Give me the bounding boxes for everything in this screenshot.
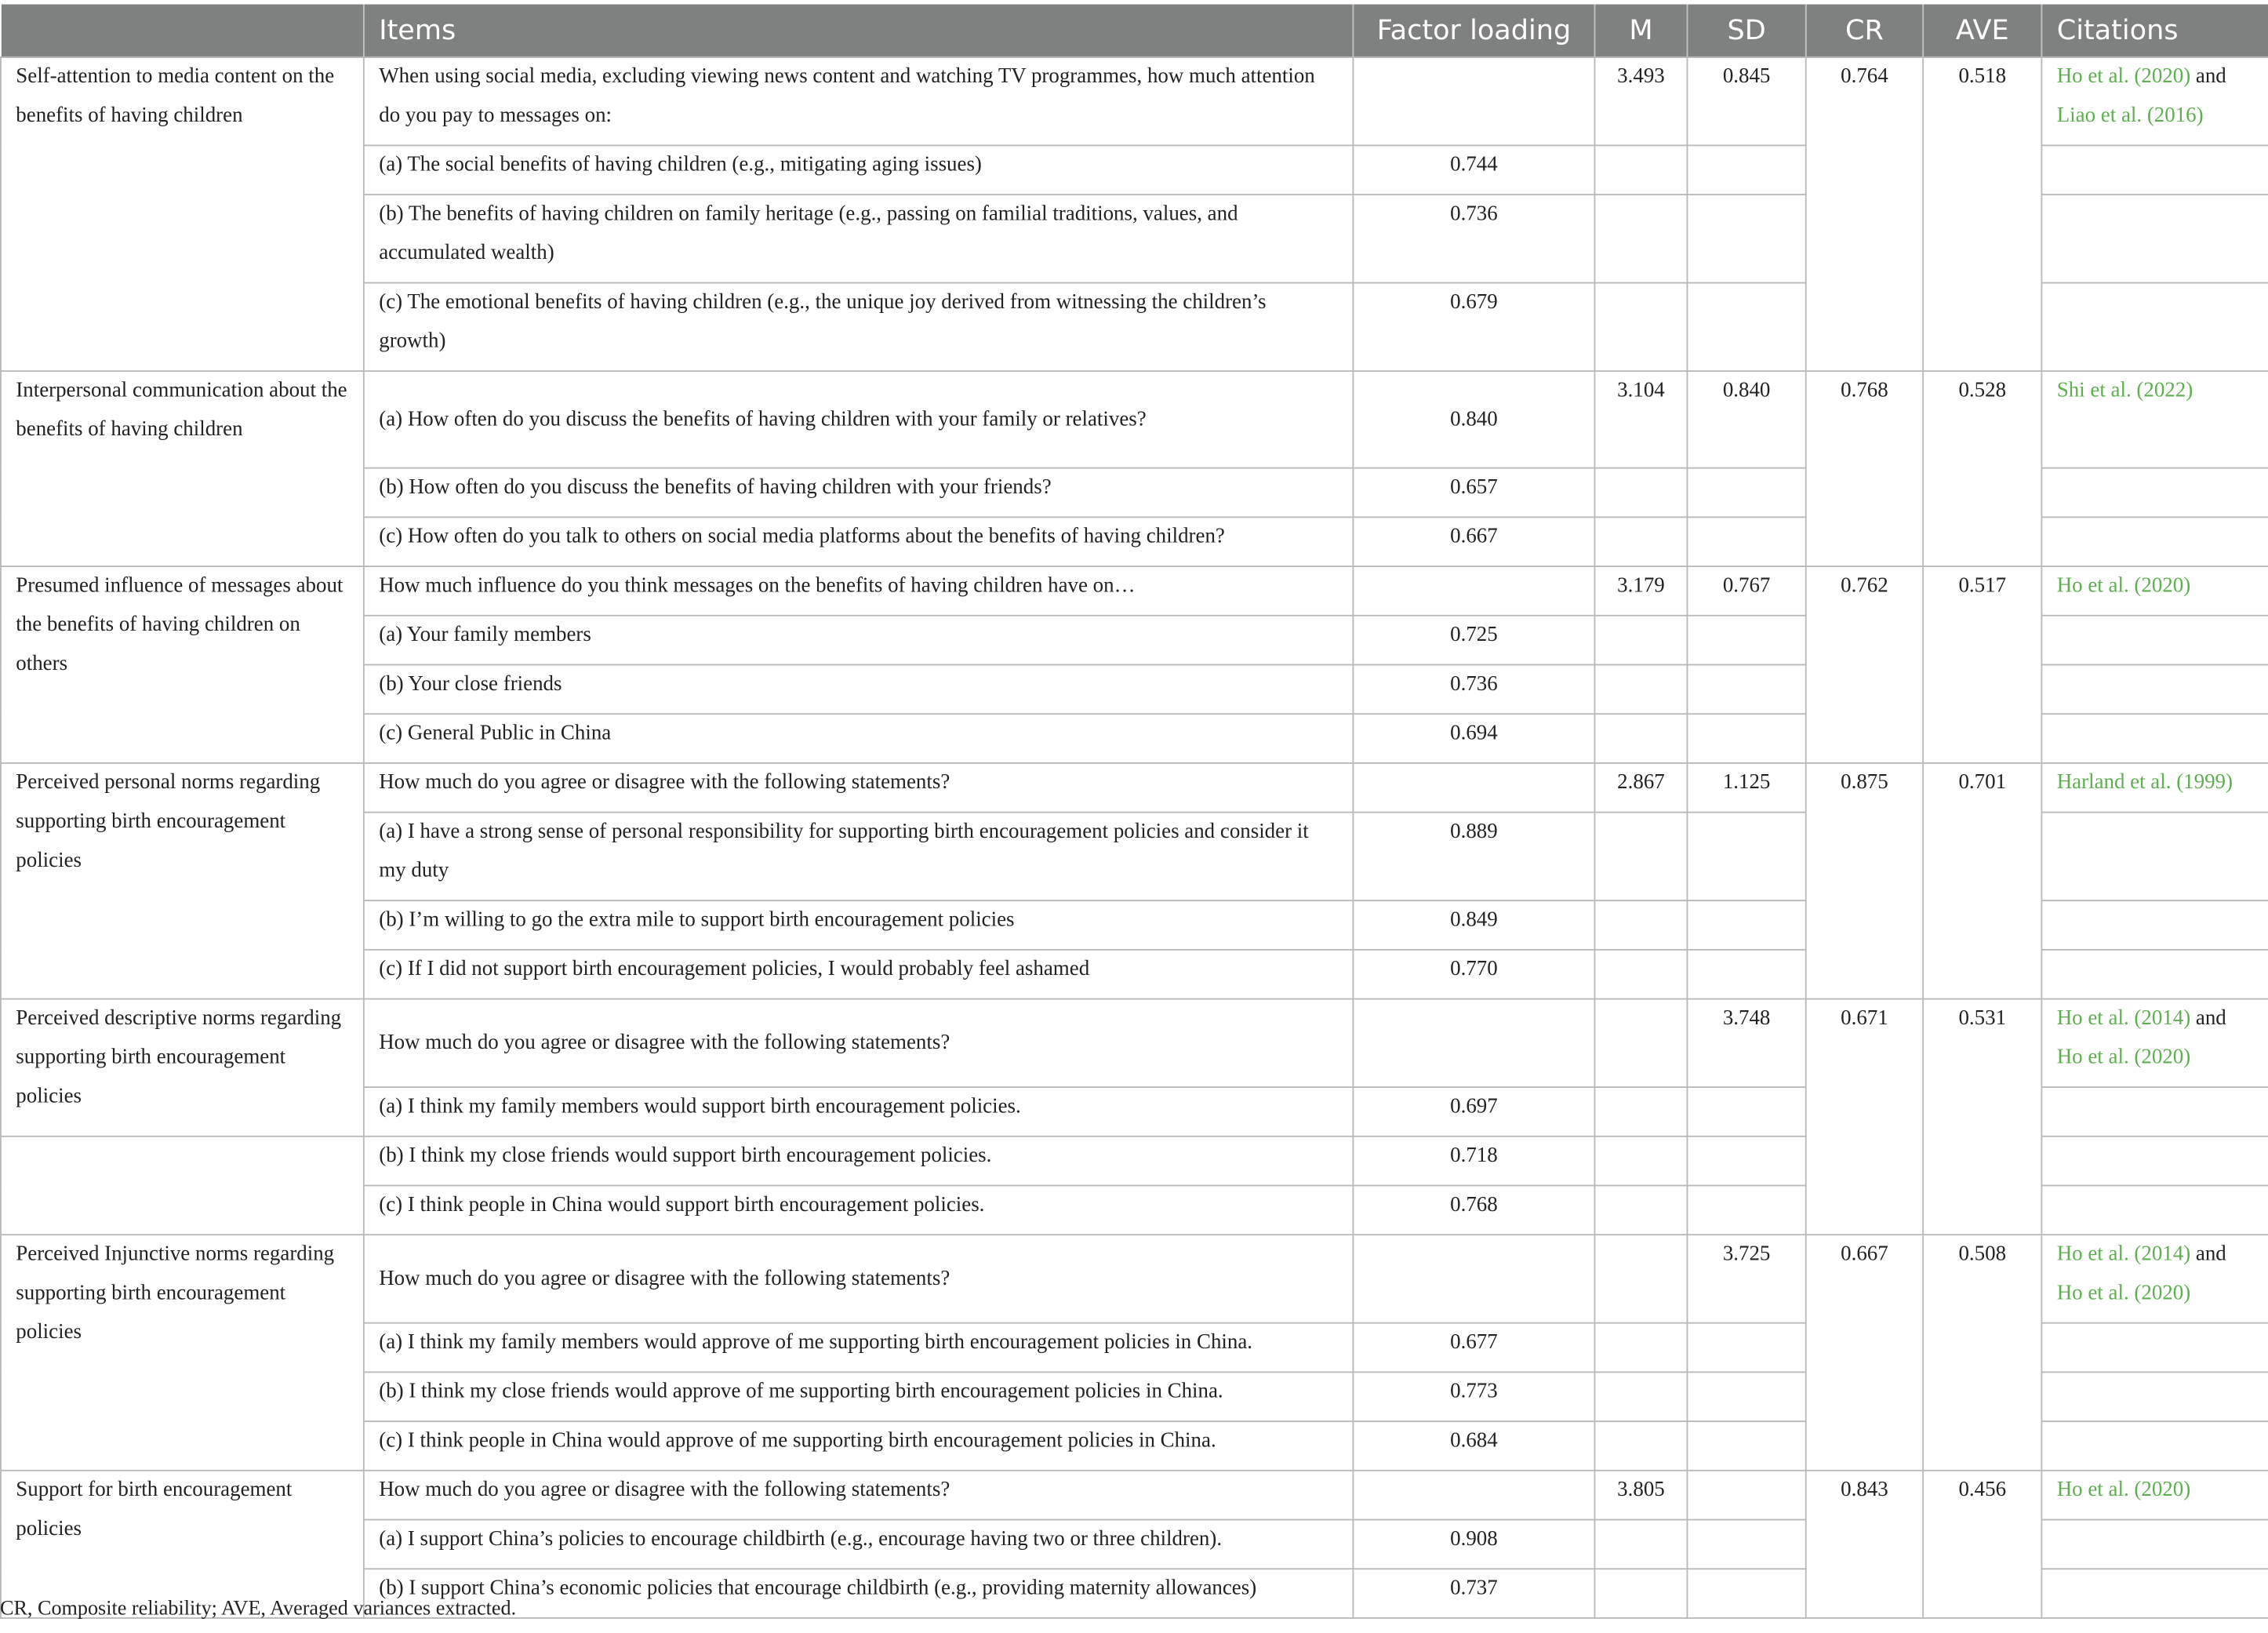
mean-value: 2.867 bbox=[1594, 763, 1687, 813]
factor-loading bbox=[1353, 999, 1594, 1088]
item-text: How much do you agree or disagree with the following statements? bbox=[364, 999, 1354, 1088]
citation: Ho et al. (2014) and Ho et al. (2020) bbox=[2041, 999, 2268, 1088]
citation bbox=[2041, 566, 2268, 616]
item-text: (c) The emotional benefits of having children (e.g., the unique joy derived from witnessing the children’s growth) bbox=[364, 283, 1354, 372]
citation-link[interactable]: Harland et al. (1999) bbox=[2056, 771, 2233, 795]
mean-value: 3.805 bbox=[1594, 1471, 1687, 1520]
factor-loading bbox=[1353, 1471, 1594, 1520]
ave-value: 0.531 bbox=[1923, 999, 2041, 1235]
cr-value: 0.768 bbox=[1806, 371, 1923, 566]
cr-value: 0.764 bbox=[1806, 57, 1923, 371]
factor-loading: 0.736 bbox=[1353, 665, 1594, 715]
citation bbox=[2041, 1471, 2268, 1520]
mean-value: 3.179 bbox=[1594, 566, 1687, 616]
mean-value bbox=[1594, 1235, 1687, 1323]
factor-loading: 0.768 bbox=[1353, 1185, 1594, 1235]
item-text: (b) I’m willing to go the extra mile to support birth encouragement policies bbox=[364, 900, 1354, 950]
header-ave: AVE bbox=[1923, 5, 2041, 57]
citation-link[interactable]: Ho et al. (2020) bbox=[2056, 1046, 2191, 1070]
factor-loading: 0.770 bbox=[1353, 950, 1594, 999]
factor-loading bbox=[1353, 57, 1594, 146]
item-text: (a) Your family members bbox=[364, 616, 1354, 665]
citation-link[interactable]: Ho et al. (2020) bbox=[2056, 1282, 2191, 1305]
item-text: (a) I have a strong sense of personal responsibility for supporting birth encouragement policies and consider it my duty bbox=[364, 813, 1354, 901]
item-text: How much do you agree or disagree with the following statements? bbox=[364, 1471, 1354, 1520]
factor-loading: 0.677 bbox=[1353, 1323, 1594, 1373]
table-row bbox=[1, 1235, 2268, 1323]
citation: Ho et al. (2020) and Liao et al. (2016) bbox=[2041, 57, 2268, 146]
sd-value: 1.125 bbox=[1687, 763, 1805, 813]
factor-loading: 0.737 bbox=[1353, 1569, 1594, 1618]
table-row bbox=[1, 763, 2268, 813]
item-text: (b) I think my close friends would support birth encouragement policies. bbox=[364, 1137, 1354, 1186]
ave-value: 0.528 bbox=[1923, 371, 2041, 566]
header-items: Items bbox=[364, 5, 1354, 57]
construct-label: Presumed influence of messages about the benefits of having children on others bbox=[1, 566, 364, 763]
table-row bbox=[1, 566, 2268, 616]
construct-label: Self-attention to media content on the benefits of having children bbox=[1, 57, 364, 371]
mean-value bbox=[1594, 999, 1687, 1088]
ave-value: 0.517 bbox=[1923, 566, 2041, 763]
mean-value: 3.493 bbox=[1594, 57, 1687, 146]
citation-link[interactable]: Liao et al. (2016) bbox=[2056, 104, 2204, 128]
factor-loading: 0.889 bbox=[1353, 813, 1594, 901]
factor-loading: 0.849 bbox=[1353, 900, 1594, 950]
factor-loading: 0.773 bbox=[1353, 1372, 1594, 1421]
citation: Ho et al. (2014) and Ho et al. (2020) bbox=[2041, 1235, 2268, 1323]
header-m: M bbox=[1594, 5, 1687, 57]
item-text: (c) General Public in China bbox=[364, 714, 1354, 763]
item-text: (a) How often do you discuss the benefits of having children with your family or relatives? bbox=[364, 371, 1354, 468]
item-text: (b) Your close friends bbox=[364, 665, 1354, 715]
citation bbox=[2041, 763, 2268, 813]
factor-loading bbox=[1353, 1235, 1594, 1323]
item-text: (c) If I did not support birth encouragement policies, I would probably feel ashamed bbox=[364, 950, 1354, 999]
citation-link[interactable]: Ho et al. (2020) bbox=[2056, 64, 2191, 89]
citation-link[interactable]: Shi et al. (2022) bbox=[2056, 379, 2193, 402]
item-text: How much influence do you think messages on the benefits of having children have on… bbox=[364, 566, 1354, 616]
mean-value: 3.104 bbox=[1594, 371, 1687, 468]
item-text: (b) How often do you discuss the benefits of having children with your friends? bbox=[364, 468, 1354, 518]
citation-link[interactable]: Ho et al. (2014) bbox=[2056, 1006, 2191, 1031]
construct-label: Support for birth encouragement policies bbox=[1, 1471, 364, 1618]
cr-value: 0.762 bbox=[1806, 566, 1923, 763]
factor-loading: 0.697 bbox=[1353, 1087, 1594, 1137]
sd-value: 0.767 bbox=[1687, 566, 1805, 616]
item-text: (b) The benefits of having children on family heritage (e.g., passing on familial traditions, values, and accumulated wealth) bbox=[364, 195, 1354, 283]
table-row bbox=[1, 999, 2268, 1088]
ave-value: 0.518 bbox=[1923, 57, 2041, 371]
cr-value: 0.667 bbox=[1806, 1235, 1923, 1471]
factor-loading: 0.718 bbox=[1353, 1137, 1594, 1186]
item-text: (b) I think my close friends would approve of me supporting birth encouragement policies in China. bbox=[364, 1372, 1354, 1421]
header-factor-loading: Factor loading bbox=[1353, 5, 1594, 57]
measurement-table bbox=[0, 5, 2268, 1619]
factor-loading: 0.744 bbox=[1353, 145, 1594, 195]
header-citations: Citations bbox=[2041, 5, 2268, 57]
item-text: (a) I support China’s policies to encourage childbirth (e.g., encourage having two or three children). bbox=[364, 1520, 1354, 1569]
table-footnote: CR, Composite reliability; AVE, Averaged variances extracted. bbox=[0, 1597, 517, 1620]
item-text: (a) The social benefits of having children (e.g., mitigating aging issues) bbox=[364, 145, 1354, 195]
ave-value: 0.456 bbox=[1923, 1471, 2041, 1618]
factor-loading: 0.840 bbox=[1353, 371, 1594, 468]
item-text: (b) I support China’s economic policies that encourage childbirth (e.g., providing maternity allowances) bbox=[364, 1569, 1354, 1618]
factor-loading bbox=[1353, 566, 1594, 616]
factor-loading: 0.684 bbox=[1353, 1421, 1594, 1471]
item-text: (c) I think people in China would support birth encouragement policies. bbox=[364, 1185, 1354, 1235]
factor-loading: 0.694 bbox=[1353, 714, 1594, 763]
item-text: When using social media, excluding viewing news content and watching TV programmes, how much attention do you pay to messages on: bbox=[364, 57, 1354, 146]
factor-loading: 0.679 bbox=[1353, 283, 1594, 372]
header-cr: CR bbox=[1806, 5, 1923, 57]
construct-label: Interpersonal communication about the benefits of having children bbox=[1, 371, 364, 566]
factor-loading: 0.657 bbox=[1353, 468, 1594, 518]
citation bbox=[2041, 371, 2268, 468]
header-row bbox=[1, 5, 2268, 57]
factor-loading: 0.667 bbox=[1353, 517, 1594, 566]
factor-loading: 0.908 bbox=[1353, 1520, 1594, 1569]
ave-value: 0.508 bbox=[1923, 1235, 2041, 1471]
item-text: How much do you agree or disagree with the following statements? bbox=[364, 763, 1354, 813]
sd-value: 0.840 bbox=[1687, 371, 1805, 468]
table-row bbox=[1, 1471, 2268, 1520]
sd-value: 3.725 bbox=[1687, 1235, 1805, 1323]
item-text: (c) How often do you talk to others on social media platforms about the benefits of having children? bbox=[364, 517, 1354, 566]
cr-value: 0.875 bbox=[1806, 763, 1923, 999]
citation-link[interactable]: Ho et al. (2020) bbox=[2056, 1478, 2191, 1502]
factor-loading: 0.725 bbox=[1353, 616, 1594, 665]
table-row bbox=[1, 57, 2268, 146]
item-text: (a) I think my family members would support birth encouragement policies. bbox=[364, 1087, 1354, 1137]
construct-label: Perceived descriptive norms regarding supporting birth encouragement policies bbox=[1, 999, 364, 1137]
header-blank bbox=[1, 5, 364, 57]
cr-value: 0.843 bbox=[1806, 1471, 1923, 1618]
construct-label: Perceived personal norms regarding supporting birth encouragement policies bbox=[1, 763, 364, 999]
ave-value: 0.701 bbox=[1923, 763, 2041, 999]
item-text: (a) I think my family members would approve of me supporting birth encouragement policies in China. bbox=[364, 1323, 1354, 1373]
item-text: (c) I think people in China would approve of me supporting birth encouragement policies in China. bbox=[364, 1421, 1354, 1471]
sd-value: 3.748 bbox=[1687, 999, 1805, 1088]
table-row bbox=[1, 371, 2268, 468]
factor-loading bbox=[1353, 763, 1594, 813]
construct-label: Perceived Injunctive norms regarding supporting birth encouragement policies bbox=[1, 1235, 364, 1471]
citation-link[interactable]: Ho et al. (2020) bbox=[2056, 574, 2191, 598]
header-sd: SD bbox=[1687, 5, 1805, 57]
sd-value: 0.845 bbox=[1687, 57, 1805, 146]
item-text: How much do you agree or disagree with the following statements? bbox=[364, 1235, 1354, 1323]
factor-loading: 0.736 bbox=[1353, 195, 1594, 283]
sd-value bbox=[1687, 1471, 1805, 1520]
cr-value: 0.671 bbox=[1806, 999, 1923, 1235]
citation-link[interactable]: Ho et al. (2014) bbox=[2056, 1242, 2191, 1266]
